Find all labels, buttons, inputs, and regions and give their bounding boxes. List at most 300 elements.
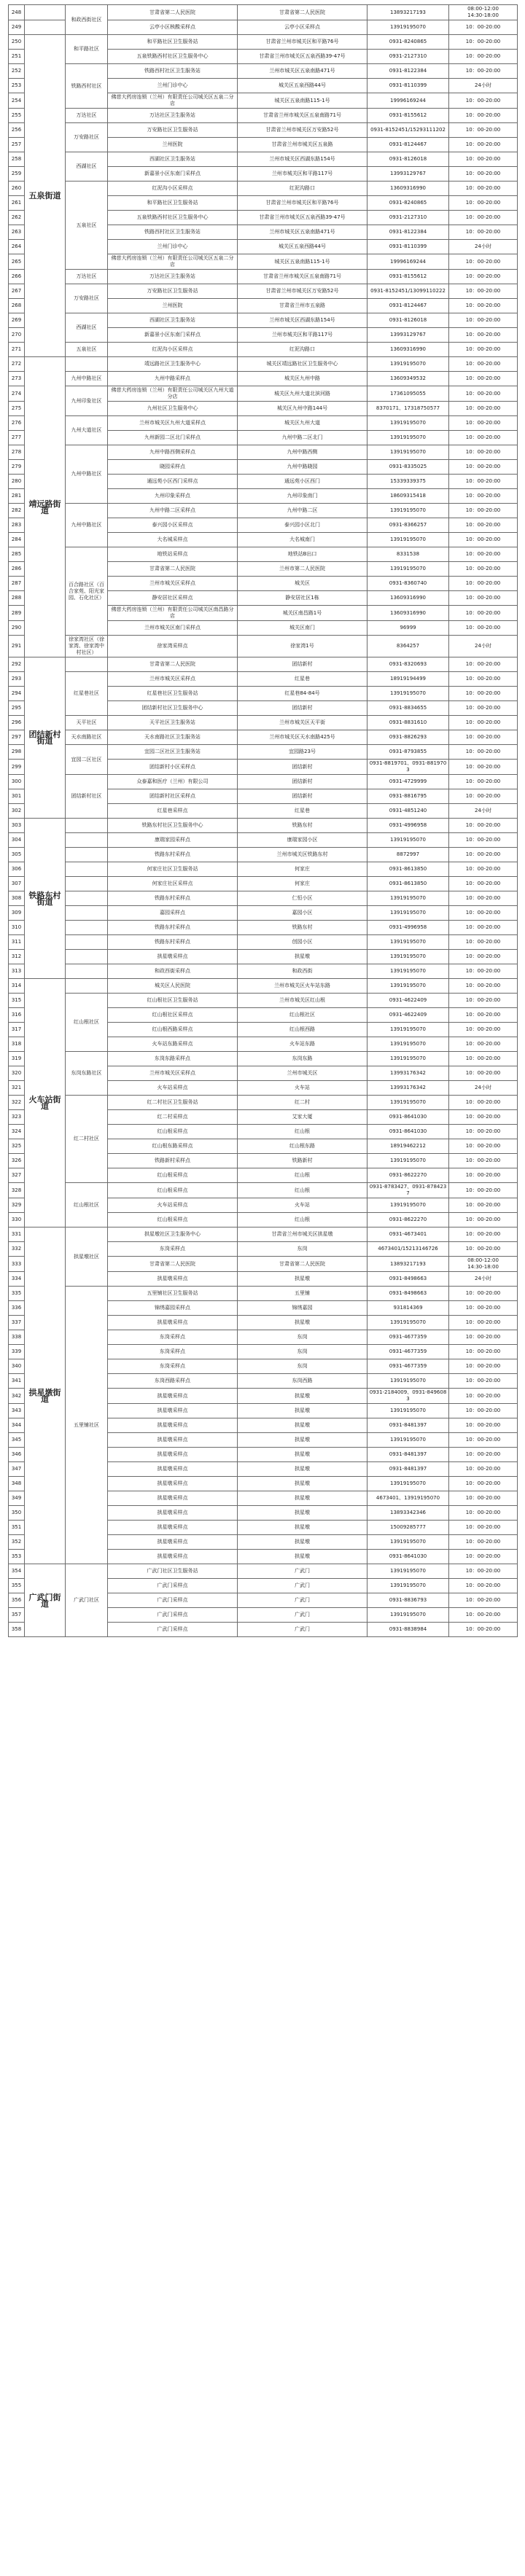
open-hours-cell: 10：00-20:00 bbox=[449, 1550, 518, 1564]
site-name-cell: 火车站采样点 bbox=[108, 1198, 238, 1213]
site-address-cell: 拱星墩 bbox=[238, 1404, 368, 1418]
open-hours-cell: 10：00-20:00 bbox=[449, 138, 518, 152]
community-cell: 天平社区 bbox=[66, 716, 108, 730]
community-cell: 团结新村社区 bbox=[66, 775, 108, 819]
site-name-cell: 拱星墩采样点 bbox=[108, 1448, 238, 1462]
community-cell bbox=[66, 357, 108, 372]
site-name-cell: 何家庄社区采样点 bbox=[108, 877, 238, 891]
row-number: 299 bbox=[9, 760, 25, 775]
site-address-cell: 兰州市城关区铁路东村 bbox=[238, 848, 368, 862]
open-hours-cell: 10：00-20:00 bbox=[449, 994, 518, 1008]
site-name-cell: 广武门采样点 bbox=[108, 1608, 238, 1623]
open-hours-cell: 24小时 bbox=[449, 1081, 518, 1096]
open-hours-cell: 10：00-20:00 bbox=[449, 1125, 518, 1139]
row-number: 298 bbox=[9, 745, 25, 760]
open-hours-cell: 10：00-20:00 bbox=[449, 109, 518, 123]
open-hours-cell: 10：00-20:00 bbox=[449, 730, 518, 745]
row-number: 345 bbox=[9, 1433, 25, 1448]
row-number: 313 bbox=[9, 964, 25, 979]
site-address-cell: 拱星墩 bbox=[238, 1418, 368, 1433]
site-address-cell: 红泥沟路口 bbox=[238, 343, 368, 357]
open-hours-cell: 10：00-20:00 bbox=[449, 687, 518, 701]
site-address-cell: 红星巷84-84号 bbox=[238, 687, 368, 701]
open-hours-cell: 10：00-20:00 bbox=[449, 1198, 518, 1213]
row-number: 331 bbox=[9, 1227, 25, 1242]
phone-cell: 0931-8335025 bbox=[368, 460, 449, 475]
open-hours-cell: 10：00-20:00 bbox=[449, 152, 518, 167]
row-number: 249 bbox=[9, 20, 25, 35]
row-number: 302 bbox=[9, 804, 25, 819]
community-cell bbox=[66, 964, 108, 979]
row-number: 354 bbox=[9, 1564, 25, 1579]
open-hours-cell: 10：00-20:00 bbox=[449, 672, 518, 687]
site-name-cell: 嘉园采样点 bbox=[108, 906, 238, 921]
open-hours-cell: 10：00-20:00 bbox=[449, 1608, 518, 1623]
site-address-cell: 拱星墩 bbox=[238, 1477, 368, 1491]
site-name-cell: 广武门采样点 bbox=[108, 1593, 238, 1608]
site-name-cell: 兰州市城关区采样点 bbox=[108, 672, 238, 687]
open-hours-cell: 10：00-20:00 bbox=[449, 270, 518, 284]
open-hours-cell: 10：00-20:00 bbox=[449, 1564, 518, 1579]
phone-cell: 13919195070 bbox=[368, 431, 449, 445]
site-address-cell: 红山根西路 bbox=[238, 1023, 368, 1037]
site-name-cell: 天水南路社区卫生服务站 bbox=[108, 730, 238, 745]
community-cell: 万达社区 bbox=[66, 270, 108, 284]
open-hours-cell: 10：00-20:00 bbox=[449, 1433, 518, 1448]
street-cell: 广武门街道 bbox=[25, 1564, 66, 1637]
phone-cell: 13919195070 bbox=[368, 1535, 449, 1550]
open-hours-cell: 10：00-20:00 bbox=[449, 343, 518, 357]
phone-cell: 13993176342 bbox=[368, 1066, 449, 1081]
phone-cell: 0931-8783427、0931-8784237 bbox=[368, 1183, 449, 1198]
site-address-cell: 甘肃省兰州市城关区五泉西路39-47号 bbox=[238, 211, 368, 225]
phone-cell: 13919195070 bbox=[368, 1052, 449, 1066]
community-cell: 万安路社区 bbox=[66, 284, 108, 313]
site-address-cell: 东岗 bbox=[238, 1345, 368, 1359]
site-name-cell: 天平社区卫生服务站 bbox=[108, 716, 238, 730]
site-name-cell: 红二村社区卫生服务站 bbox=[108, 1096, 238, 1110]
site-address-cell: 火车站东路 bbox=[238, 1037, 368, 1052]
open-hours-cell: 10：00-20:00 bbox=[449, 606, 518, 621]
site-name-cell: 铁路东村采样点 bbox=[108, 935, 238, 950]
row-number: 261 bbox=[9, 196, 25, 211]
open-hours-cell: 10：00-20:00 bbox=[449, 562, 518, 577]
site-name-cell: 红山根东路采样点 bbox=[108, 1139, 238, 1154]
open-hours-cell: 10：00-20:00 bbox=[449, 211, 518, 225]
open-hours-cell: 10：00-20:00 bbox=[449, 547, 518, 562]
table-row bbox=[9, 1052, 518, 1066]
site-address-cell: 红山根 bbox=[238, 1213, 368, 1227]
table-row bbox=[9, 672, 518, 687]
open-hours-cell: 10：00-20:00 bbox=[449, 1374, 518, 1389]
open-hours-cell: 10：00-20:00 bbox=[449, 431, 518, 445]
site-name-cell: 拱星墩采样点 bbox=[108, 1272, 238, 1287]
row-number: 250 bbox=[9, 35, 25, 50]
row-number: 356 bbox=[9, 1593, 25, 1608]
phone-cell: 0931-8836793 bbox=[368, 1593, 449, 1608]
site-address-cell: 嘉园小区 bbox=[238, 906, 368, 921]
open-hours-cell: 10：00-20:00 bbox=[449, 1301, 518, 1316]
site-address-cell: 拱星墩 bbox=[238, 1389, 368, 1404]
row-number: 268 bbox=[9, 299, 25, 313]
phone-cell: 8364257 bbox=[368, 636, 449, 657]
open-hours-cell: 10：00-20:00 bbox=[449, 862, 518, 877]
site-address-cell: 团结新村 bbox=[238, 775, 368, 789]
site-name-cell: 城关区人民医院 bbox=[108, 979, 238, 994]
site-name-cell: 拱星墩社区卫生服务中心 bbox=[108, 1227, 238, 1242]
row-number: 320 bbox=[9, 1066, 25, 1081]
table-row bbox=[9, 848, 518, 862]
community-cell: 五泉社区 bbox=[66, 182, 108, 270]
site-name-cell: 和平路社区卫生服务站 bbox=[108, 35, 238, 50]
site-name-cell: 五泉铁路西村社区卫生服务中心 bbox=[108, 50, 238, 64]
phone-cell: 0931-8793855 bbox=[368, 745, 449, 760]
site-address-cell: 兰州市城关区西湖东路154号 bbox=[238, 152, 368, 167]
site-address-cell: 甘肃省兰州市城关区万安路52号 bbox=[238, 123, 368, 138]
site-name-cell: 甘肃省第二人民医院 bbox=[108, 562, 238, 577]
open-hours-cell: 10：00-20:00 bbox=[449, 906, 518, 921]
community-cell: 万安路社区 bbox=[66, 123, 108, 152]
open-hours-cell: 08:00-12:00 14:30-18:00 bbox=[449, 1257, 518, 1272]
open-hours-cell: 10：00-20:00 bbox=[449, 1579, 518, 1593]
phone-cell: 13919195070 bbox=[368, 935, 449, 950]
site-address-cell: 铁路新村 bbox=[238, 1154, 368, 1168]
site-name-cell: 火车站东路采样点 bbox=[108, 1037, 238, 1052]
site-address-cell: 甘肃省兰州市城关区拱星墩 bbox=[238, 1227, 368, 1242]
open-hours-cell: 10：00-20:00 bbox=[449, 833, 518, 848]
site-name-cell: 拱星墩采样点 bbox=[108, 950, 238, 964]
open-hours-cell: 10：00-20:00 bbox=[449, 1535, 518, 1550]
site-address-cell: 团结新村 bbox=[238, 657, 368, 672]
community-cell: 九州大道社区 bbox=[66, 416, 108, 445]
open-hours-cell: 10：00-20:00 bbox=[449, 196, 518, 211]
phone-cell: 19996169244 bbox=[368, 93, 449, 109]
phone-cell: 0931-8126018 bbox=[368, 152, 449, 167]
row-number: 339 bbox=[9, 1345, 25, 1359]
community-cell: 五里铺社区 bbox=[66, 1287, 108, 1564]
phone-cell: 0931-4996958 bbox=[368, 819, 449, 833]
site-address-cell: 拱星墩 bbox=[238, 1433, 368, 1448]
row-number: 341 bbox=[9, 1374, 25, 1389]
site-address-cell: 城关区九州中路144号 bbox=[238, 402, 368, 416]
row-number: 318 bbox=[9, 1037, 25, 1052]
site-name-cell: 佛慈大药房连锁（兰州）有限责任公司城关区五泉二分店 bbox=[108, 254, 238, 270]
community-cell: 百合路社区（百合家苑、阳光家园、石化社区） bbox=[66, 547, 108, 636]
site-address-cell: 东岗 bbox=[238, 1242, 368, 1257]
phone-cell: 13919195070 bbox=[368, 1023, 449, 1037]
open-hours-cell: 10：00-20:00 bbox=[449, 1052, 518, 1066]
site-address-cell: 兰州市城关区五泉南路471号 bbox=[238, 64, 368, 79]
site-name-cell: 铁路西村社区卫生服务站 bbox=[108, 64, 238, 79]
table-row bbox=[9, 921, 518, 935]
open-hours-cell: 10：00-20:00 bbox=[449, 299, 518, 313]
site-address-cell: 红山根东路 bbox=[238, 1139, 368, 1154]
site-name-cell: 红星巷社区卫生服务站 bbox=[108, 687, 238, 701]
community-cell bbox=[66, 891, 108, 906]
site-address-cell: 和政西街 bbox=[238, 964, 368, 979]
row-number: 251 bbox=[9, 50, 25, 64]
row-number: 306 bbox=[9, 862, 25, 877]
site-address-cell: 铁路东村 bbox=[238, 921, 368, 935]
phone-cell: 13919195070 bbox=[368, 964, 449, 979]
row-number: 323 bbox=[9, 1110, 25, 1125]
open-hours-cell: 10：00-20:00 bbox=[449, 357, 518, 372]
site-address-cell: 拱星墩 bbox=[238, 1462, 368, 1477]
open-hours-cell: 10：00-20:00 bbox=[449, 877, 518, 891]
phone-cell: 0931-8360740 bbox=[368, 577, 449, 591]
row-number: 271 bbox=[9, 343, 25, 357]
row-number: 300 bbox=[9, 775, 25, 789]
table-row bbox=[9, 64, 518, 79]
phone-cell: 0931-4677359 bbox=[368, 1359, 449, 1374]
site-name-cell: 广武门采样点 bbox=[108, 1579, 238, 1593]
row-number: 262 bbox=[9, 211, 25, 225]
open-hours-cell: 10：00-20:00 bbox=[449, 1521, 518, 1535]
open-hours-cell: 24小时 bbox=[449, 240, 518, 254]
site-name-cell: 康瑞家园采样点 bbox=[108, 833, 238, 848]
community-cell bbox=[66, 819, 108, 833]
phone-cell: 0931-4996958 bbox=[368, 921, 449, 935]
site-name-cell: 拱星墩采样点 bbox=[108, 1521, 238, 1535]
site-name-cell: 红二村采样点 bbox=[108, 1110, 238, 1125]
row-number: 357 bbox=[9, 1608, 25, 1623]
row-number: 287 bbox=[9, 577, 25, 591]
community-cell: 万达社区 bbox=[66, 109, 108, 123]
site-address-cell: 甘肃省兰州市五泉路 bbox=[238, 299, 368, 313]
open-hours-cell: 10：00-20:00 bbox=[449, 1066, 518, 1081]
table-row bbox=[9, 716, 518, 730]
site-address-cell: 兰州市城关区火车站东路 bbox=[238, 979, 368, 994]
table-row bbox=[9, 964, 518, 979]
phone-cell: 0931-8240865 bbox=[368, 35, 449, 50]
site-name-cell: 和平路社区卫生服务站 bbox=[108, 196, 238, 211]
row-number: 329 bbox=[9, 1198, 25, 1213]
row-number: 343 bbox=[9, 1404, 25, 1418]
table-row bbox=[9, 357, 518, 372]
site-address-cell: 甘肃省兰州市城关区五泉西路39-47号 bbox=[238, 50, 368, 64]
phone-cell: 931814369 bbox=[368, 1301, 449, 1316]
table-row bbox=[9, 1183, 518, 1198]
site-address-cell: 红星巷 bbox=[238, 804, 368, 819]
table-row bbox=[9, 386, 518, 402]
open-hours-cell: 10：00-20:00 bbox=[449, 577, 518, 591]
site-name-cell: 靖远路社区卫生服务中心 bbox=[108, 357, 238, 372]
open-hours-cell: 10：00-20:00 bbox=[449, 891, 518, 906]
open-hours-cell: 10：00-20:00 bbox=[449, 1183, 518, 1198]
site-name-cell: 红山根采样点 bbox=[108, 1213, 238, 1227]
row-number: 352 bbox=[9, 1535, 25, 1550]
community-cell: 九州中路社区 bbox=[66, 372, 108, 386]
site-address-cell: 静安居社区1栋 bbox=[238, 591, 368, 606]
site-name-cell: 通远苑小区西门采样点 bbox=[108, 475, 238, 489]
open-hours-cell: 10：00-20:00 bbox=[449, 1287, 518, 1301]
site-name-cell: 和政西街采样点 bbox=[108, 964, 238, 979]
site-address-cell: 艾家大厦 bbox=[238, 1110, 368, 1125]
site-address-cell: 宜园路23号 bbox=[238, 745, 368, 760]
site-name-cell: 红山根采样点 bbox=[108, 1183, 238, 1198]
site-name-cell: 大名城采样点 bbox=[108, 533, 238, 547]
community-cell bbox=[66, 657, 108, 672]
phone-cell: 0931-4851240 bbox=[368, 804, 449, 819]
row-number: 274 bbox=[9, 386, 25, 402]
site-address-cell: 红山根 bbox=[238, 1168, 368, 1183]
site-name-cell: 红星巷采样点 bbox=[108, 804, 238, 819]
table-row bbox=[9, 152, 518, 167]
site-address-cell: 兰州市城关区五泉南路471号 bbox=[238, 225, 368, 240]
site-address-cell: 广武门 bbox=[238, 1608, 368, 1623]
open-hours-cell: 10：00-20:00 bbox=[449, 416, 518, 431]
row-number: 290 bbox=[9, 621, 25, 636]
site-address-cell: 兰州市城关区天平街 bbox=[238, 716, 368, 730]
open-hours-cell: 10：00-20:00 bbox=[449, 1389, 518, 1404]
phone-cell: 13919195070 bbox=[368, 562, 449, 577]
open-hours-cell: 10：00-20:00 bbox=[449, 504, 518, 518]
phone-cell: 15339339375 bbox=[368, 475, 449, 489]
site-name-cell: 东岗采样点 bbox=[108, 1345, 238, 1359]
site-name-cell: 万达社区卫生服务站 bbox=[108, 270, 238, 284]
row-number: 297 bbox=[9, 730, 25, 745]
row-number: 296 bbox=[9, 716, 25, 730]
phone-cell: 13609316990 bbox=[368, 182, 449, 196]
phone-cell: 13919195070 bbox=[368, 1374, 449, 1389]
site-address-cell: 红山根 bbox=[238, 1183, 368, 1198]
site-address-cell: 拱星墩 bbox=[238, 1550, 368, 1564]
site-address-cell: 拱星墩 bbox=[238, 1448, 368, 1462]
phone-cell: 13609316990 bbox=[368, 343, 449, 357]
site-name-cell: 火车站采样点 bbox=[108, 1081, 238, 1096]
phone-cell: 0931-4677359 bbox=[368, 1345, 449, 1359]
phone-cell: 0931-8641030 bbox=[368, 1110, 449, 1125]
row-number: 316 bbox=[9, 1008, 25, 1023]
site-name-cell: 新嘉景小区东南门采样点 bbox=[108, 167, 238, 182]
open-hours-cell: 10：00-20:00 bbox=[449, 1593, 518, 1608]
open-hours-cell: 10：00-20:00 bbox=[449, 1316, 518, 1330]
row-number: 253 bbox=[9, 79, 25, 93]
site-name-cell: 地铁站采样点 bbox=[108, 547, 238, 562]
phone-cell: 0931-8613850 bbox=[368, 862, 449, 877]
site-name-cell: 佛慈大药房连锁（兰州）有限责任公司城关区五泉二分店 bbox=[108, 93, 238, 109]
street-cell: 拱星墩街道 bbox=[25, 1227, 66, 1564]
phone-cell: 0931-4677359 bbox=[368, 1330, 449, 1345]
row-number: 322 bbox=[9, 1096, 25, 1110]
row-number: 258 bbox=[9, 152, 25, 167]
phone-cell: 0931-8110399 bbox=[368, 79, 449, 93]
site-address-cell: 大名城南门 bbox=[238, 533, 368, 547]
phone-cell: 13919195070 bbox=[368, 1579, 449, 1593]
row-number: 327 bbox=[9, 1168, 25, 1183]
site-name-cell: 东岗采样点 bbox=[108, 1330, 238, 1345]
table-row bbox=[9, 372, 518, 386]
community-cell: 和平路社区 bbox=[66, 35, 108, 64]
community-cell: 红山根社区 bbox=[66, 1183, 108, 1227]
site-name-cell: 铁路东村采样点 bbox=[108, 891, 238, 906]
site-name-cell: 静安居社区采样点 bbox=[108, 591, 238, 606]
open-hours-cell: 10：00-20:00 bbox=[449, 935, 518, 950]
site-name-cell: 九州新园二区北门采样点 bbox=[108, 431, 238, 445]
open-hours-cell: 10：00-20:00 bbox=[449, 1154, 518, 1168]
site-address-cell: 拱星墩 bbox=[238, 950, 368, 964]
site-name-cell: 拱星墩采样点 bbox=[108, 1550, 238, 1564]
community-cell: 广武门社区 bbox=[66, 1564, 108, 1637]
row-number: 269 bbox=[9, 313, 25, 328]
table-row bbox=[9, 979, 518, 994]
site-name-cell: 红泥沟小区采样点 bbox=[108, 343, 238, 357]
phone-cell: 18919194499 bbox=[368, 672, 449, 687]
open-hours-cell: 10：00-20:00 bbox=[449, 402, 518, 416]
phone-cell: 0931-4622409 bbox=[368, 994, 449, 1008]
row-number: 256 bbox=[9, 123, 25, 138]
site-name-cell: 兰州市城关区采样点 bbox=[108, 577, 238, 591]
row-number: 319 bbox=[9, 1052, 25, 1066]
phone-cell: 0931-8831610 bbox=[368, 716, 449, 730]
community-cell: 徐家湾社区（徐家湾、徐家湾中村社区） bbox=[66, 636, 108, 657]
open-hours-cell: 10：00-20:00 bbox=[449, 445, 518, 460]
site-address-cell: 火车站 bbox=[238, 1081, 368, 1096]
phone-cell: 13993129767 bbox=[368, 328, 449, 343]
site-address-cell: 城关区九州中路 bbox=[238, 372, 368, 386]
open-hours-cell: 10：00-20:00 bbox=[449, 460, 518, 475]
phone-cell: 0931-8834655 bbox=[368, 701, 449, 716]
site-address-cell: 拱星墩 bbox=[238, 1316, 368, 1330]
row-number: 270 bbox=[9, 328, 25, 343]
site-address-cell: 城关区 bbox=[238, 577, 368, 591]
site-address-cell: 兰州市城关区红山根 bbox=[238, 994, 368, 1008]
open-hours-cell: 10：00-20:00 bbox=[449, 964, 518, 979]
site-name-cell: 东岗东路采样点 bbox=[108, 1052, 238, 1066]
site-name-cell: 东岗采样点 bbox=[108, 1242, 238, 1257]
phone-cell: 0931-8122384 bbox=[368, 225, 449, 240]
table-row bbox=[9, 270, 518, 284]
site-address-cell: 红山根社区 bbox=[238, 1008, 368, 1023]
open-hours-cell: 10：00-20:00 bbox=[449, 1213, 518, 1227]
row-number: 315 bbox=[9, 994, 25, 1008]
open-hours-cell: 10：00-20:00 bbox=[449, 518, 518, 533]
row-number: 282 bbox=[9, 504, 25, 518]
site-address-cell: 红山根 bbox=[238, 1125, 368, 1139]
site-name-cell: 拱星墩采样点 bbox=[108, 1389, 238, 1404]
site-address-cell: 何家庄 bbox=[238, 877, 368, 891]
table-row bbox=[9, 1096, 518, 1110]
site-address-cell: 城关区五泉南路115-1号 bbox=[238, 93, 368, 109]
open-hours-cell: 10：00-20:00 bbox=[449, 848, 518, 862]
open-hours-cell: 10：00-20:00 bbox=[449, 284, 518, 299]
open-hours-cell: 10：00-20:00 bbox=[449, 93, 518, 109]
site-address-cell: 兰州市城关区 bbox=[238, 1066, 368, 1081]
table-row bbox=[9, 819, 518, 833]
street-cell: 五泉街道 bbox=[25, 35, 66, 357]
open-hours-cell: 10：00-20:00 bbox=[449, 789, 518, 804]
open-hours-cell: 10：00-20:00 bbox=[449, 1168, 518, 1183]
open-hours-cell: 10：00-20:00 bbox=[449, 1037, 518, 1052]
phone-cell: 8331538 bbox=[368, 547, 449, 562]
site-address-cell: 创园小区 bbox=[238, 935, 368, 950]
open-hours-cell: 10：00-20:00 bbox=[449, 1477, 518, 1491]
community-cell bbox=[66, 862, 108, 877]
phone-cell: 13919195070 bbox=[368, 533, 449, 547]
open-hours-cell: 10：00-20:00 bbox=[449, 372, 518, 386]
row-number: 267 bbox=[9, 284, 25, 299]
site-address-cell: 九州印象南门 bbox=[238, 489, 368, 504]
site-address-cell: 拱星墩 bbox=[238, 1535, 368, 1550]
phone-cell: 0931-8124467 bbox=[368, 138, 449, 152]
phone-cell: 13919195070 bbox=[368, 950, 449, 964]
row-number: 281 bbox=[9, 489, 25, 504]
phone-cell: 13919195070 bbox=[368, 1198, 449, 1213]
site-name-cell: 铁路东村采样点 bbox=[108, 848, 238, 862]
row-number: 248 bbox=[9, 5, 25, 20]
phone-cell: 0931-8155612 bbox=[368, 109, 449, 123]
row-number: 260 bbox=[9, 182, 25, 196]
